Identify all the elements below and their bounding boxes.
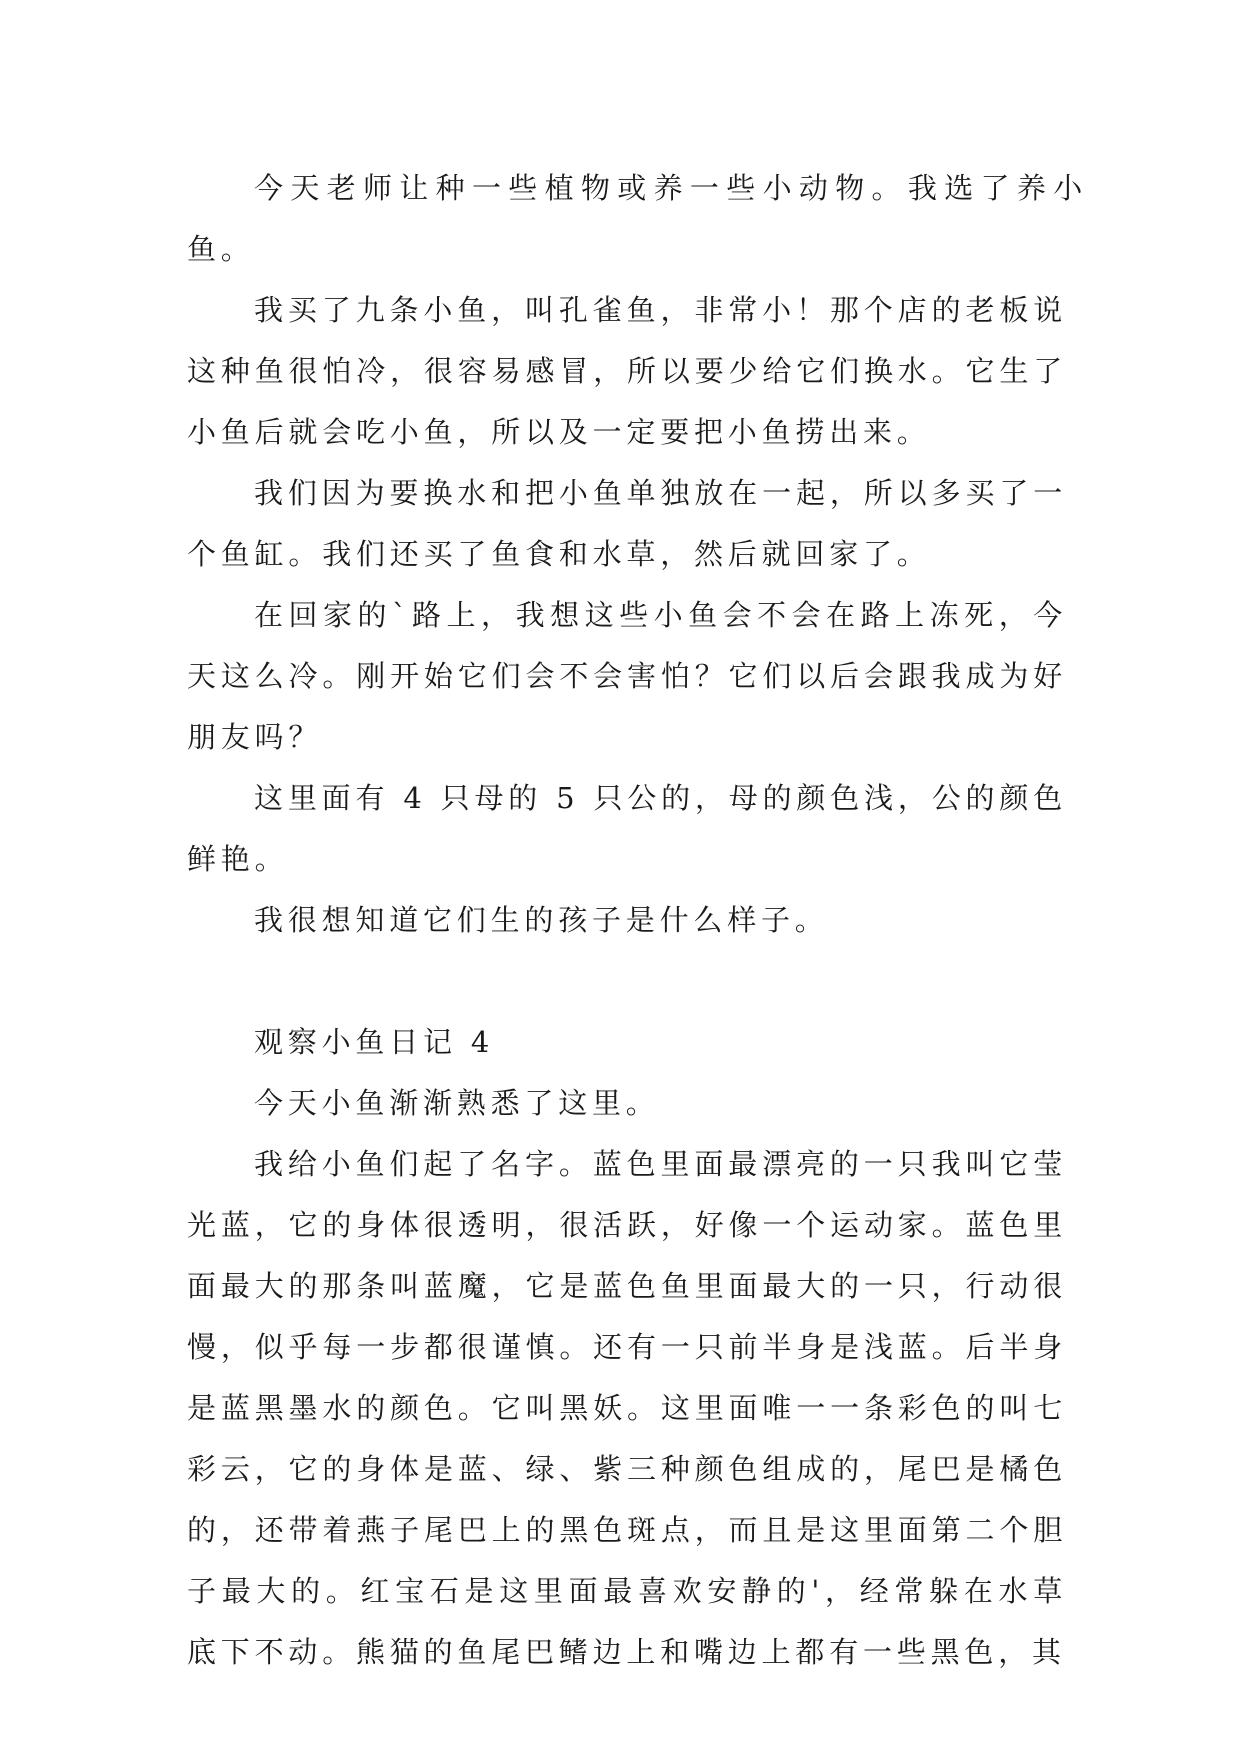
paragraph-way-home: 在回家的`路上，我想这些小鱼会不会在路上冻死，今天这么冷。刚开始它们会不会害怕？它们以后会跟我成为好朋友吗？: [187, 598, 1067, 754]
document-body: [187, 158, 1087, 1683]
paragraph-wonder-babies: 我很想知道它们生的孩子是什么样子。: [254, 903, 829, 937]
paragraph-fish-tank: 我们因为要换水和把小鱼单独放在一起，所以多买了一个鱼缸。我们还买了鱼食和水草，然后就回家了。: [187, 476, 1067, 571]
paragraph-fish-names: 我给小鱼们起了名字。蓝色里面最漂亮的一只我叫它莹光蓝，它的身体很透明，很活跃，好像一个运动家。蓝色里面最大的那条叫蓝魔，它是蓝色鱼里面最大的一只，行动很慢，似乎每一步都很谨慎。还有一只前半身是浅蓝。后半身是蓝黑墨水的颜色。它叫黑妖。这里面唯一一条彩色的叫七彩云，它的身体是蓝、绿、紫三种颜色组成的，尾巴是橘色的，还带着燕子尾巴上的黑色斑点，而且是这里面第二个胆子最大的。红宝石是这里面最喜欢安静的'，经常躲在水草底下不动。熊猫的鱼尾巴鳍边上和嘴边上都有一些黑色，其: [187, 1147, 1067, 1669]
paragraph-buy-fish: 我买了九条小鱼，叫孔雀鱼，非常小！那个店的老板说这种鱼很怕冷，很容易感冒，所以要少给它们换水。它生了小鱼后就会吃小鱼，所以及一定要把小鱼捞出来。: [187, 293, 1067, 449]
paragraph-choose-fish: 今天老师让种一些植物或养一些小动物。我选了养小鱼。: [187, 171, 1087, 266]
blank-line: [187, 951, 1067, 1012]
section-title: 观察小鱼日记 4: [254, 1025, 495, 1059]
paragraph-male-female: 这里面有 4 只母的 5 只公的，母的颜色浅，公的颜色鲜艳。: [187, 781, 1068, 876]
paragraph-familiar: 今天小鱼渐渐熟悉了这里。: [254, 1086, 660, 1120]
